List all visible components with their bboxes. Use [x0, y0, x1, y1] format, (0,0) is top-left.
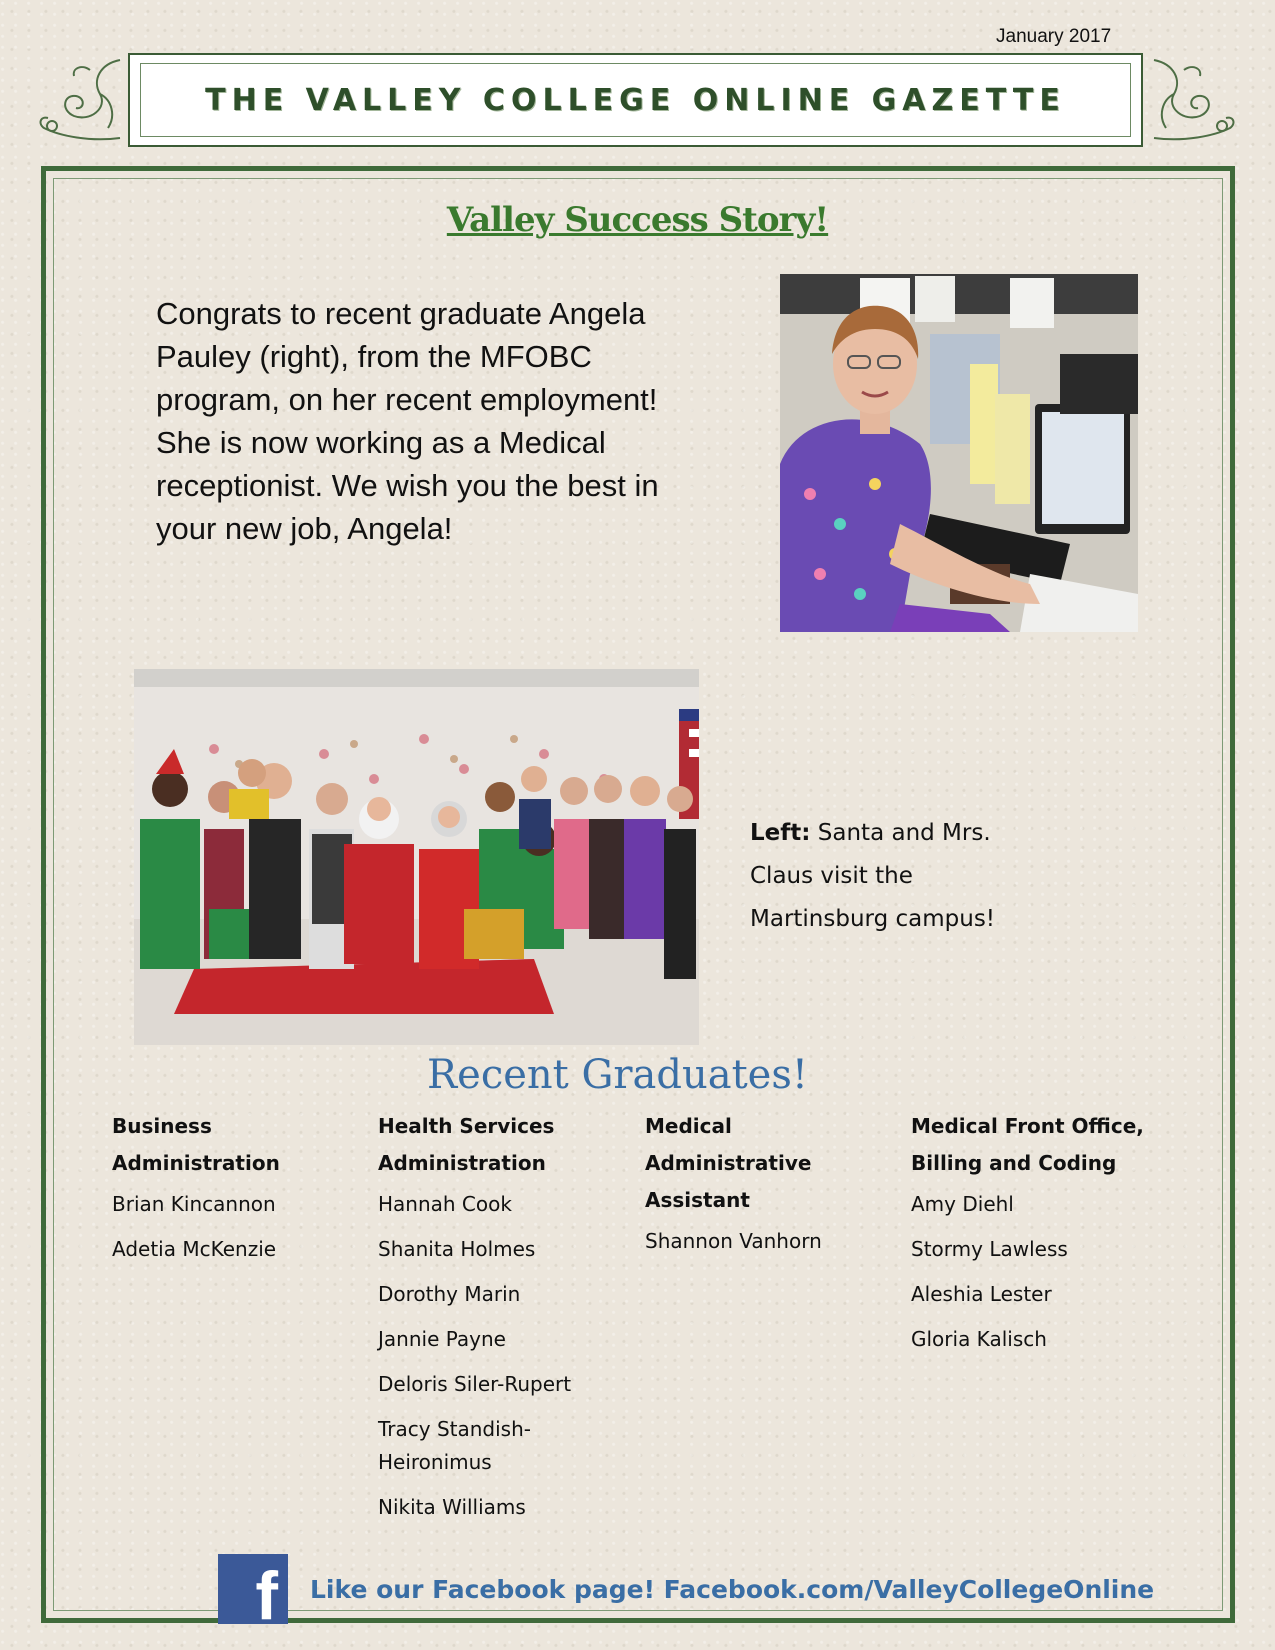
facebook-icon[interactable]: [218, 1554, 288, 1634]
facebook-link[interactable]: Like our Facebook page! Facebook.com/ValleyCollegeOnline: [310, 1574, 1155, 1604]
column-heading: Business Administration: [112, 1114, 280, 1175]
angela-photo: [780, 274, 1138, 632]
scroll-ornament-right-icon: [1148, 50, 1244, 146]
graduate-name: Hannah Cook: [378, 1192, 512, 1216]
column-heading: Medical Administrative Assistant: [645, 1114, 812, 1212]
graduate-name: Stormy Lawless: [911, 1237, 1068, 1261]
caption-text: Santa and Mrs. Claus visit the Martinsburg campus!: [750, 820, 996, 932]
angela-photo-illustration: [780, 274, 1138, 632]
column-heading: Medical Front Office, Billing and Coding: [911, 1114, 1144, 1175]
masthead: [128, 53, 1143, 147]
graduate-name: Shannon Vanhorn: [645, 1229, 822, 1253]
publication-title: THE VALLEY COLLEGE ONLINE GAZETTE: [205, 82, 1066, 118]
graduate-column-business: [112, 1108, 382, 1278]
graduate-column-health-services: [378, 1108, 648, 1536]
santa-visit-photo: [134, 669, 699, 1045]
graduate-name: Amy Diehl: [911, 1192, 1014, 1216]
graduate-name: Deloris Siler-Rupert: [378, 1372, 572, 1396]
graduate-column-medical-front-office: [911, 1108, 1201, 1368]
graduate-name: Adetia McKenzie: [112, 1237, 277, 1261]
graduate-list: [378, 1188, 648, 1524]
graduate-list: [911, 1188, 1201, 1356]
scroll-ornament-left-icon: [30, 50, 126, 146]
graduate-column-medical-admin: [645, 1108, 915, 1270]
success-story-body: Congrats to recent graduate Angela Pauley (right), from the MFOBC program, on her recent employment! She is now working as a Medical receptionist. We wish you the best in your new job, Angela!: [156, 296, 659, 546]
masthead-inner-border: [140, 63, 1131, 137]
santa-visit-illustration: [134, 669, 699, 1045]
success-story-title-wrap: [0, 200, 1275, 240]
graduate-name: Nikita Williams: [378, 1495, 526, 1519]
graduate-name: Jannie Payne: [378, 1327, 506, 1351]
graduate-name: Gloria Kalisch: [911, 1327, 1047, 1351]
graduate-list: [112, 1188, 382, 1266]
graduate-list: [645, 1225, 915, 1258]
graduate-name: Brian Kincannon: [112, 1192, 276, 1216]
caption-lead: Left:: [750, 820, 811, 846]
graduate-name: Dorothy Marin: [378, 1282, 521, 1306]
graduate-name: Aleshia Lester: [911, 1282, 1052, 1306]
photo-caption: [750, 812, 1050, 941]
facebook-glyph: f: [255, 1558, 278, 1634]
facebook-promo: [218, 1553, 1155, 1634]
graduate-name: Tracy Standish-Heironimus: [378, 1417, 531, 1474]
success-story-title: Valley Success Story!: [446, 200, 829, 240]
column-heading: Health Services Administration: [378, 1114, 555, 1175]
recent-graduates-title: Recent Graduates!: [427, 1052, 808, 1098]
issue-date: January 2017: [996, 26, 1112, 47]
graduate-name: Shanita Holmes: [378, 1237, 536, 1261]
